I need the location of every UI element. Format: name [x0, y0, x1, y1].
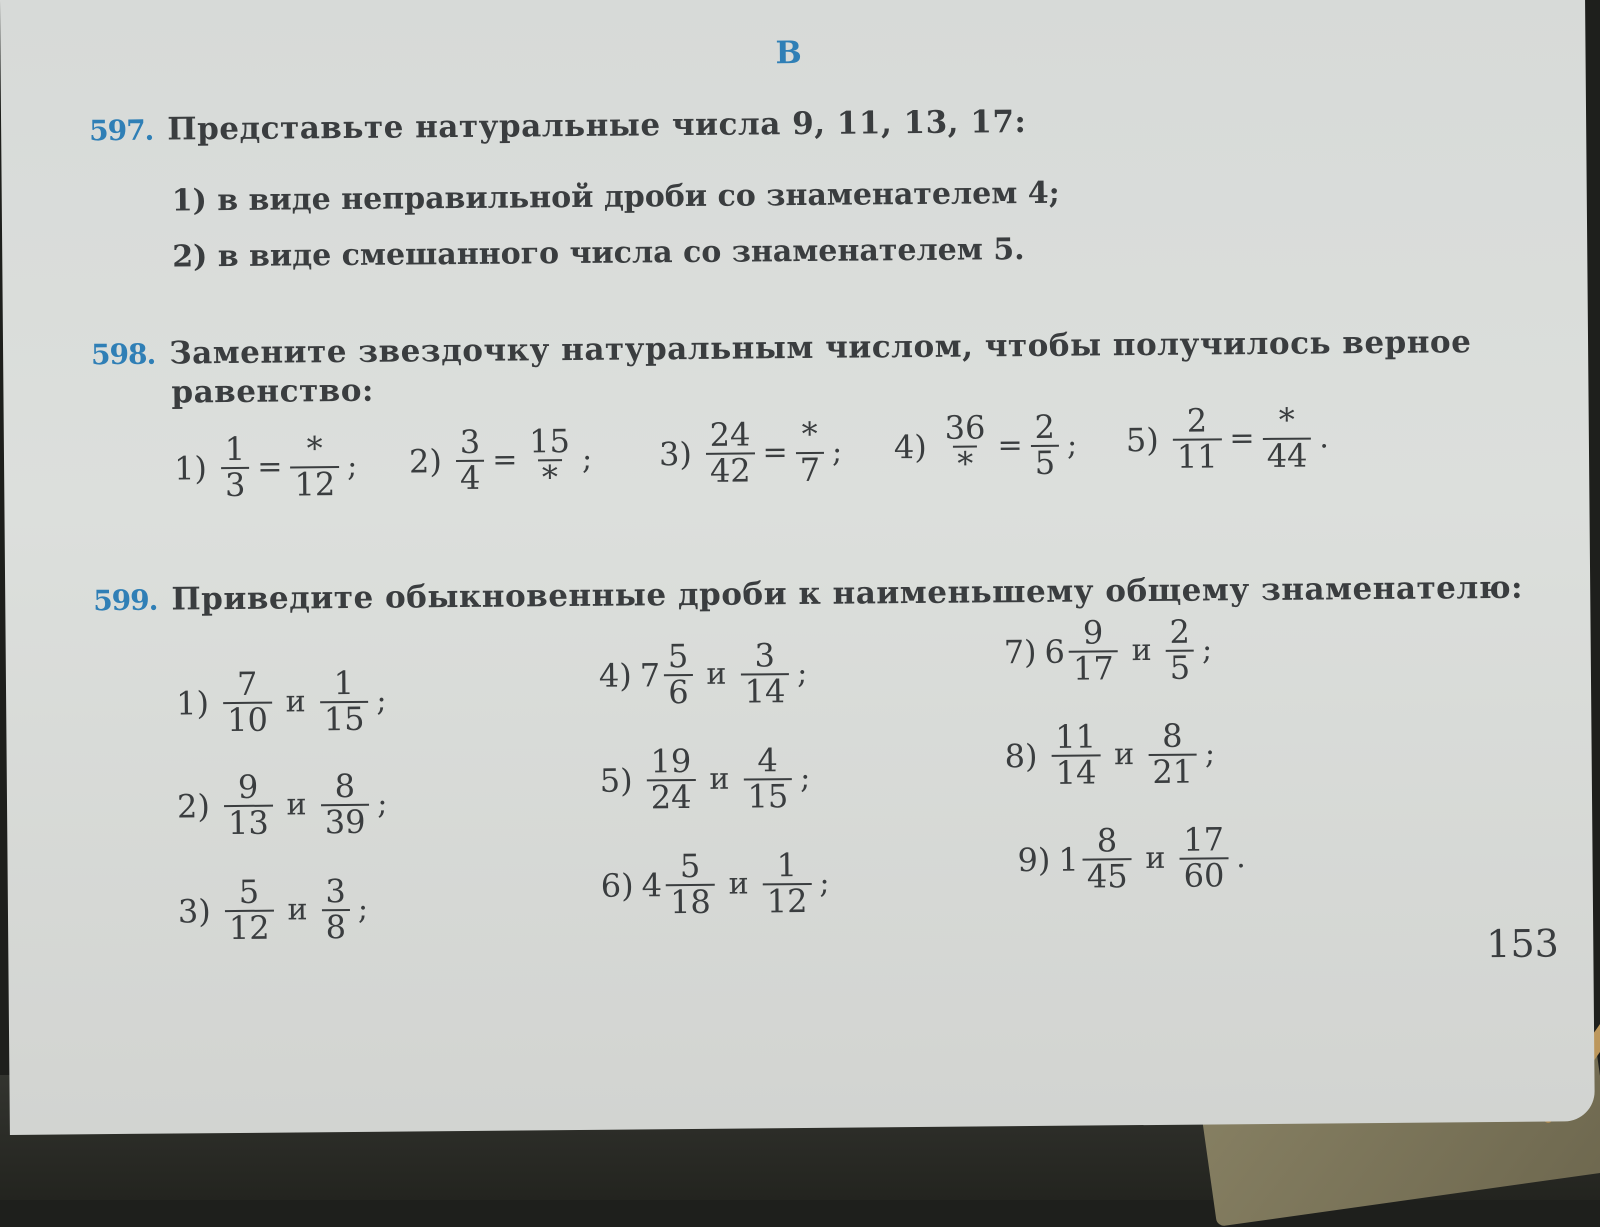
item-separator: ; [346, 448, 358, 485]
item-separator: . [1236, 840, 1246, 876]
fraction-numerator: * [801, 414, 818, 454]
problem-title: Приведите обыкновенные дроби к наименьшему общему знаменателю: [171, 569, 1524, 618]
item-separator: ; [831, 434, 843, 470]
item-label: 6) [600, 866, 634, 905]
problem-title: Представьте натуральные числа 9, 11, 13, 17: [167, 104, 1027, 148]
second-fraction [1148, 716, 1197, 791]
fraction-denominator: 12 [225, 909, 274, 945]
equals-sign: = [257, 449, 283, 485]
right-fraction [290, 429, 339, 504]
right-fraction [1262, 400, 1311, 475]
fraction-denominator: 15 [743, 778, 792, 814]
equation-item [408, 422, 593, 497]
problem-598 [91, 323, 1492, 413]
fraction-numerator: 5 [679, 846, 701, 886]
fraction-numerator: 24 [709, 415, 751, 454]
fraction-denominator: 39 [321, 803, 370, 839]
first-fraction [1082, 821, 1131, 896]
item-separator: . [1319, 420, 1329, 456]
first-fraction [646, 741, 695, 816]
fraction-numerator: 5 [667, 637, 689, 676]
problem-597-item-1: 1) в виде неправильной дроби со знаменателем 4; [171, 175, 1060, 219]
second-fraction [320, 766, 369, 841]
fraction-numerator: 15 [529, 422, 571, 461]
mixed-whole-part: 6 [1044, 632, 1066, 671]
fraction-denominator: 4 [456, 459, 485, 495]
fraction-denominator: 11 [1173, 438, 1222, 474]
item-separator: ; [581, 441, 593, 478]
equals-sign: = [762, 435, 788, 471]
fraction-numerator: 8 [1096, 821, 1118, 860]
equals-sign: = [997, 428, 1023, 464]
problem-title-line-1: Замените звездочку натуральным числом, чтобы получилось верное [169, 324, 1472, 372]
right-fraction [525, 422, 574, 496]
fraction-denominator: 14 [1051, 754, 1100, 790]
fraction-denominator: 14 [740, 673, 789, 709]
conjunction: и [286, 787, 307, 823]
equation-item [173, 429, 358, 504]
problem-number: 597. [89, 113, 154, 148]
fraction-numerator: 17 [1183, 820, 1225, 859]
problem-597-item-2: 2) в виде смешанного числа со знаменателем 5. [172, 232, 1025, 275]
right-fraction [1030, 407, 1059, 482]
conjunction: и [1131, 633, 1152, 669]
equals-sign: = [1229, 421, 1255, 457]
item-separator: ; [357, 891, 369, 928]
left-fraction [456, 422, 485, 497]
problem-599 [93, 569, 1523, 620]
fraction-denominator: 24 [647, 779, 696, 815]
fraction-numerator: 7 [236, 664, 258, 703]
conjunction: и [728, 866, 749, 902]
item-label: 4) [893, 427, 927, 466]
second-fraction [321, 872, 350, 946]
first-fraction [223, 664, 272, 739]
fraction-denominator: 6 [664, 674, 693, 710]
fraction-denominator: 5 [1166, 649, 1195, 685]
fraction-pair-item [1017, 820, 1246, 896]
fraction-denominator: 42 [706, 452, 755, 488]
second-fraction [1165, 612, 1194, 687]
item-label: 1) [175, 683, 210, 723]
fraction-denominator: 21 [1148, 753, 1197, 789]
fraction-numerator: 11 [1055, 717, 1097, 756]
conjunction: и [285, 684, 306, 720]
item-label: 1) [173, 448, 208, 488]
left-fraction [940, 408, 989, 483]
left-fraction [1172, 401, 1221, 476]
fraction-denominator: * [538, 459, 562, 495]
page-number: 153 [1486, 921, 1560, 967]
first-fraction [1069, 613, 1118, 688]
second-fraction [319, 663, 368, 738]
item-separator: ; [1201, 632, 1213, 668]
item-label: 2) [176, 786, 211, 826]
fraction-numerator: 9 [1082, 613, 1104, 652]
fraction-pair-item [1004, 716, 1216, 792]
first-fraction [224, 767, 273, 842]
fraction-pair-item [599, 741, 811, 816]
item-label: 3) [658, 434, 692, 473]
item-separator: ; [799, 761, 811, 797]
problem-number: 599. [93, 583, 158, 618]
first-fraction [1051, 717, 1100, 792]
item-label: 5) [599, 761, 633, 800]
fraction-numerator: 3 [325, 872, 346, 911]
item-separator: ; [1066, 427, 1078, 463]
fraction-pair-item [598, 636, 808, 711]
fraction-numerator: 5 [238, 872, 260, 911]
item-label: 2) [408, 441, 443, 481]
fraction-denominator: 45 [1083, 858, 1132, 894]
fraction-numerator: 2 [1169, 612, 1191, 651]
conjunction: и [1114, 737, 1135, 773]
problem-number: 598. [90, 337, 156, 372]
fraction-pair-item [600, 846, 830, 921]
fraction-pair-item [175, 663, 387, 739]
fraction-denominator: 60 [1179, 857, 1228, 893]
fraction-numerator: 2 [1186, 401, 1208, 440]
item-separator: ; [377, 786, 388, 822]
item-label: 9) [1017, 840, 1051, 879]
fraction-numerator: 36 [944, 408, 986, 447]
fraction-pair-item [177, 872, 369, 947]
fraction-numerator: 2 [1034, 407, 1055, 446]
fraction-numerator: 1 [333, 663, 355, 703]
item-separator: ; [376, 683, 387, 719]
fraction-numerator: 9 [237, 767, 259, 806]
right-fraction [795, 414, 824, 489]
fraction-denominator: * [953, 445, 977, 481]
fraction-numerator: * [1278, 400, 1295, 439]
fraction-denominator: 12 [763, 883, 812, 919]
equation-item [658, 414, 843, 490]
fraction-numerator: 8 [1162, 716, 1183, 755]
equation-item [893, 407, 1078, 483]
left-fraction [221, 429, 250, 504]
second-fraction [762, 846, 811, 920]
fraction-denominator: 5 [1031, 444, 1060, 480]
fraction-pair-item [176, 766, 388, 842]
left-fraction [706, 415, 755, 490]
second-fraction [743, 741, 792, 816]
item-separator: ; [1204, 736, 1216, 772]
fraction-numerator: 4 [757, 741, 778, 780]
fraction-denominator: 12 [290, 466, 339, 502]
conjunction: и [287, 892, 308, 928]
fraction-numerator: 1 [776, 846, 798, 885]
fraction-numerator: 8 [334, 766, 356, 806]
conjunction: и [706, 656, 727, 692]
first-fraction [666, 846, 715, 921]
conjunction: и [709, 761, 730, 797]
second-fraction [1179, 820, 1228, 895]
fraction-denominator: 10 [223, 701, 272, 737]
second-fraction [740, 636, 789, 711]
first-fraction [664, 637, 693, 711]
fraction-denominator: 44 [1263, 437, 1312, 473]
conjunction: и [1145, 840, 1166, 877]
item-label: 4) [598, 656, 632, 695]
fraction-denominator: 7 [796, 451, 825, 487]
problem-title-line-2: равенство: [171, 372, 375, 411]
fraction-pair-item [1003, 612, 1213, 688]
problem-597 [89, 103, 1060, 275]
section-letter: В [775, 35, 802, 72]
equation-item [1125, 400, 1330, 476]
fraction-numerator: 19 [650, 741, 692, 781]
item-label: 7) [1003, 632, 1037, 671]
fraction-denominator: 3 [221, 466, 250, 502]
fraction-numerator: 3 [754, 636, 776, 675]
fraction-denominator: 17 [1069, 650, 1118, 686]
mixed-whole-part: 4 [641, 865, 663, 905]
item-separator: ; [819, 865, 830, 901]
fraction-denominator: 18 [666, 883, 715, 919]
first-fraction [224, 872, 273, 947]
mixed-whole-part: 7 [639, 655, 661, 695]
fraction-numerator: 3 [459, 422, 481, 462]
fraction-numerator: * [306, 429, 323, 468]
item-label: 5) [1125, 420, 1159, 459]
fraction-denominator: 8 [322, 909, 351, 945]
mixed-whole-part: 1 [1058, 840, 1079, 879]
fraction-denominator: 15 [320, 700, 369, 736]
fraction-numerator: 1 [224, 429, 246, 469]
equals-sign: = [492, 442, 518, 478]
item-label: 3) [177, 891, 211, 931]
item-label: 8) [1004, 736, 1038, 775]
fraction-denominator: 13 [224, 804, 273, 840]
item-separator: ; [797, 656, 808, 692]
